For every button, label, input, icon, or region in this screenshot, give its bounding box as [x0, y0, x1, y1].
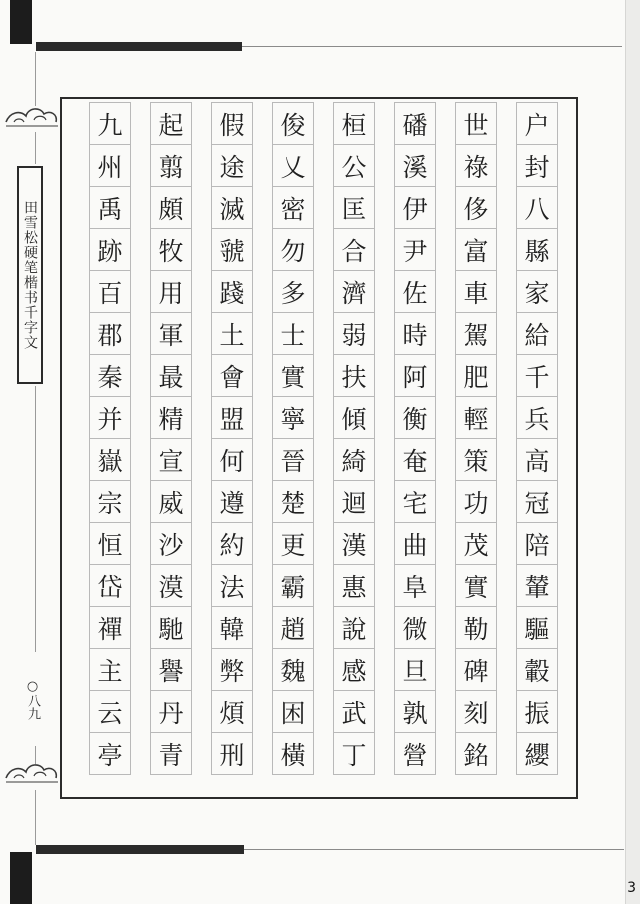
character-cell: 實: [272, 354, 314, 397]
character-cell: 宅: [394, 480, 436, 523]
character-cell: 冠: [516, 480, 558, 523]
character-cell: 寧: [272, 396, 314, 439]
character-cell: 碑: [455, 648, 497, 691]
character-cell: 并: [89, 396, 131, 439]
character-cell: 約: [211, 522, 253, 565]
character-cell: 兵: [516, 396, 558, 439]
character-cell: 云: [89, 690, 131, 733]
character-cell: 孰: [394, 690, 436, 733]
character-cell: 惠: [333, 564, 375, 607]
character-cell: 旦: [394, 648, 436, 691]
character-cell: 給: [516, 312, 558, 355]
character-cell: 迴: [333, 480, 375, 523]
footer-rule: [244, 849, 624, 850]
character-cell: 魏: [272, 648, 314, 691]
character-cell: 實: [455, 564, 497, 607]
margin-line: [35, 52, 36, 106]
character-cell: 弱: [333, 312, 375, 355]
page-number: ○八九: [25, 678, 40, 720]
character-cell: 楚: [272, 480, 314, 523]
character-cell: 感: [333, 648, 375, 691]
character-cell: 銘: [455, 732, 497, 775]
character-cell: 曲: [394, 522, 436, 565]
margin-line: [35, 132, 36, 164]
cloud-ornament-icon: [4, 104, 60, 130]
character-cell: 户: [516, 102, 558, 145]
character-cell: 軍: [150, 312, 192, 355]
header-bar: [36, 42, 242, 51]
character-cell: 宗: [89, 480, 131, 523]
character-cell: 恒: [89, 522, 131, 565]
character-cell: 阿: [394, 354, 436, 397]
character-cell: 匡: [333, 186, 375, 229]
character-cell: 百: [89, 270, 131, 313]
character-cell: 策: [455, 438, 497, 481]
character-cell: 俊: [272, 102, 314, 145]
character-cell: 更: [272, 522, 314, 565]
character-cell: 駕: [455, 312, 497, 355]
character-cell: 扶: [333, 354, 375, 397]
character-cell: 阜: [394, 564, 436, 607]
character-cell: 牧: [150, 228, 192, 271]
character-cell: 千: [516, 354, 558, 397]
character-cell: 假: [211, 102, 253, 145]
character-cell: 磻: [394, 102, 436, 145]
character-cell: 多: [272, 270, 314, 313]
character-cell: 封: [516, 144, 558, 187]
margin-line: [35, 790, 36, 845]
corner-number: 3: [627, 880, 636, 896]
character-cell: 嶽: [89, 438, 131, 481]
character-cell: 盟: [211, 396, 253, 439]
character-cell: 譽: [150, 648, 192, 691]
character-cell: 亭: [89, 732, 131, 775]
character-cell: 霸: [272, 564, 314, 607]
character-cell: 驅: [516, 606, 558, 649]
character-cell: 乂: [272, 144, 314, 187]
character-cell: 馳: [150, 606, 192, 649]
character-cell: 最: [150, 354, 192, 397]
character-cell: 翦: [150, 144, 192, 187]
character-cell: 傾: [333, 396, 375, 439]
character-cell: 會: [211, 354, 253, 397]
character-cell: 世: [455, 102, 497, 145]
character-cell: 營: [394, 732, 436, 775]
character-cell: 遵: [211, 480, 253, 523]
character-cell: 公: [333, 144, 375, 187]
character-cell: 溪: [394, 144, 436, 187]
character-cell: 八: [516, 186, 558, 229]
character-cell: 刑: [211, 732, 253, 775]
character-cell: 祿: [455, 144, 497, 187]
character-cell: 漠: [150, 564, 192, 607]
character-cell: 尹: [394, 228, 436, 271]
cloud-ornament-icon: [4, 760, 60, 786]
character-cell: 說: [333, 606, 375, 649]
character-cell: 踐: [211, 270, 253, 313]
text-column: [516, 103, 558, 775]
character-cell: 密: [272, 186, 314, 229]
character-cell: 韓: [211, 606, 253, 649]
text-column: [211, 103, 253, 775]
character-cell: 弊: [211, 648, 253, 691]
character-cell: 頗: [150, 186, 192, 229]
character-cell: 刻: [455, 690, 497, 733]
text-column: [333, 103, 375, 775]
character-cell: 奄: [394, 438, 436, 481]
practice-frame: [60, 97, 578, 799]
character-cell: 輦: [516, 564, 558, 607]
character-cell: 青: [150, 732, 192, 775]
character-cell: 法: [211, 564, 253, 607]
character-cell: 秦: [89, 354, 131, 397]
character-cell: 桓: [333, 102, 375, 145]
character-cell: 轂: [516, 648, 558, 691]
character-cell: 土: [211, 312, 253, 355]
footer-bar: [36, 845, 244, 854]
character-cell: 丹: [150, 690, 192, 733]
character-cell: 勒: [455, 606, 497, 649]
character-cell: 勿: [272, 228, 314, 271]
spine-block-top: [10, 0, 32, 44]
character-cell: 肥: [455, 354, 497, 397]
character-cell: 纓: [516, 732, 558, 775]
character-cell: 郡: [89, 312, 131, 355]
character-cell: 沙: [150, 522, 192, 565]
character-cell: 綺: [333, 438, 375, 481]
character-cell: 宣: [150, 438, 192, 481]
character-cell: 侈: [455, 186, 497, 229]
character-cell: 茂: [455, 522, 497, 565]
character-cell: 途: [211, 144, 253, 187]
character-cell: 高: [516, 438, 558, 481]
character-cell: 精: [150, 396, 192, 439]
character-cell: 州: [89, 144, 131, 187]
character-cell: 濟: [333, 270, 375, 313]
character-cell: 振: [516, 690, 558, 733]
character-cell: 家: [516, 270, 558, 313]
margin-line: [35, 386, 36, 652]
spine-block-bottom: [10, 852, 32, 904]
character-cell: 佐: [394, 270, 436, 313]
character-cell: 輕: [455, 396, 497, 439]
character-cell: 丁: [333, 732, 375, 775]
character-cell: 何: [211, 438, 253, 481]
character-cell: 車: [455, 270, 497, 313]
character-cell: 困: [272, 690, 314, 733]
character-cell: 晉: [272, 438, 314, 481]
character-cell: 時: [394, 312, 436, 355]
character-cell: 功: [455, 480, 497, 523]
character-cell: 衡: [394, 396, 436, 439]
character-cell: 九: [89, 102, 131, 145]
character-cell: 橫: [272, 732, 314, 775]
text-column: [394, 103, 436, 775]
character-cell: 煩: [211, 690, 253, 733]
text-column: [150, 103, 192, 775]
character-cell: 漢: [333, 522, 375, 565]
character-cell: 滅: [211, 186, 253, 229]
character-cell: 武: [333, 690, 375, 733]
character-cell: 跡: [89, 228, 131, 271]
character-cell: 威: [150, 480, 192, 523]
text-column: [89, 103, 131, 775]
character-cell: 禪: [89, 606, 131, 649]
character-cell: 起: [150, 102, 192, 145]
text-column: [272, 103, 314, 775]
book-title-label: 田雪松硬笔楷书千字文: [17, 166, 43, 384]
character-cell: 富: [455, 228, 497, 271]
character-cell: 禹: [89, 186, 131, 229]
page-edge: [625, 0, 640, 904]
character-cell: 縣: [516, 228, 558, 271]
character-cell: 岱: [89, 564, 131, 607]
character-cell: 陪: [516, 522, 558, 565]
character-cell: 伊: [394, 186, 436, 229]
character-cell: 虢: [211, 228, 253, 271]
text-column: [455, 103, 497, 775]
character-cell: 用: [150, 270, 192, 313]
header-rule: [242, 46, 622, 47]
character-cell: 士: [272, 312, 314, 355]
character-cell: 主: [89, 648, 131, 691]
character-cell: 趙: [272, 606, 314, 649]
character-cell: 微: [394, 606, 436, 649]
character-cell: 合: [333, 228, 375, 271]
